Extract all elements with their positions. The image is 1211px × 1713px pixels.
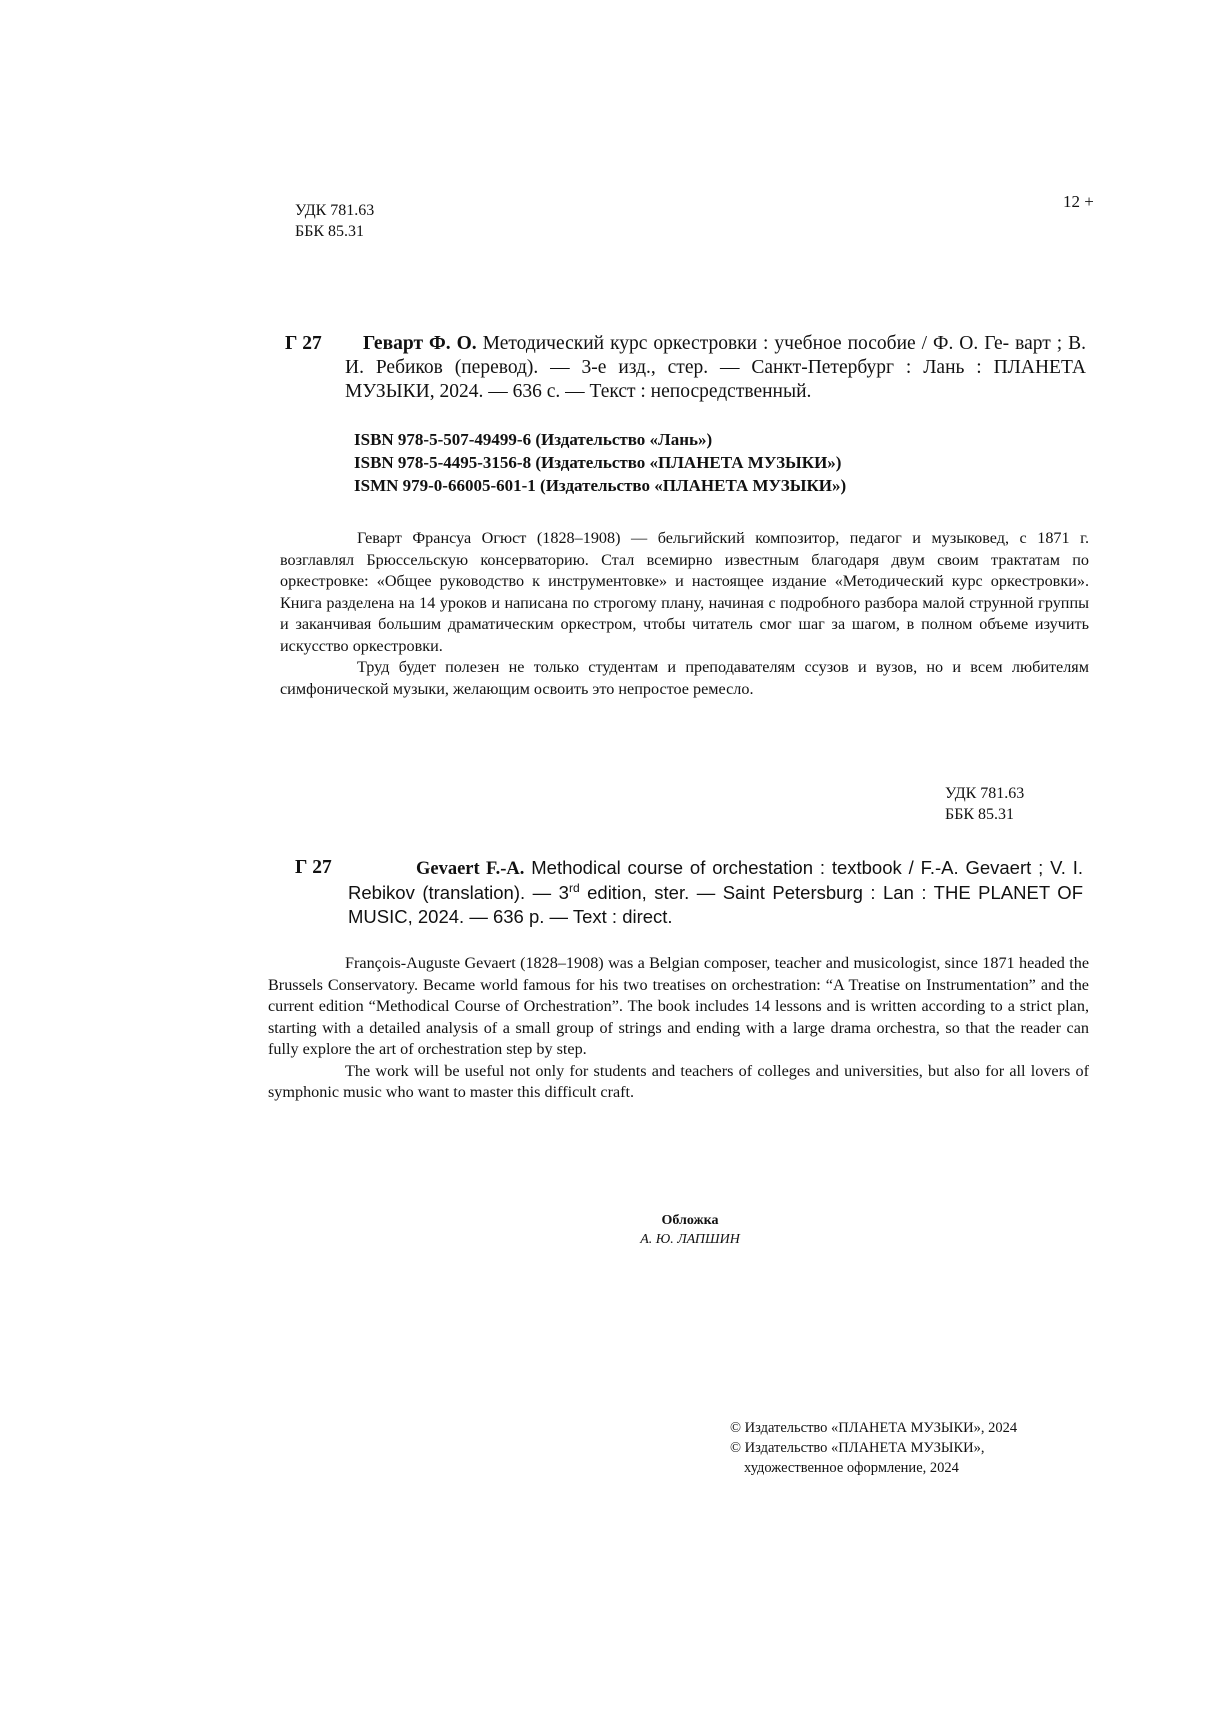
ru-abstract [280, 528, 1089, 700]
en-bbk-code: ББК 85.31 [945, 806, 1015, 823]
udk-code: УДК 781.63 [295, 202, 375, 219]
en-author-code: Г 27 [295, 857, 332, 878]
ru-bibliographic-description [345, 332, 1086, 404]
ismn-planeta: ISMN 979-0-66005-601-1 (Издательство «ПЛАНЕТА МУЗЫКИ») [354, 476, 847, 495]
en-description-part1: Methodical course of orchestation : textbook / F.-A. Gevaert ; V. I. Rebikov (translation). — 3 [348, 857, 1084, 903]
en-bibliographic-description [348, 856, 1083, 929]
copyright-line: художественное оформление, 2024 [744, 1460, 959, 1476]
en-abstract-paragraph: The work will be useful not only for students and teachers of colleges and universities, but also for all lovers of symphonic music who want to master this difficult craft. [268, 1061, 1089, 1101]
en-abstract-paragraph: François-Auguste Gevaert (1828–1908) was a Belgian composer, teacher and musicologist, since 1871 headed the Brussels Conservatory. Became world famous for his two treatises on orchestration: “A Treatise on Instrumentation” and the current edition “Methodical Course of Orchestration”. The book includes 14 lessons and is written according to a strict plan, starting with a detailed analysis of a small group of strings and ending with a large drama orchestra, so that the reader can fully explore the art of orchestration step by step. [268, 954, 1089, 1058]
ru-author: Геварт Ф. О. [363, 333, 477, 354]
udk-bbk-block [295, 200, 374, 242]
isbn-lan: ISBN 978-5-507-49499-6 (Издательство «Лань») [354, 430, 713, 449]
cover-credit [560, 1211, 820, 1249]
ru-abstract-paragraph: Труд будет полезен не только студентам и преподавателям ссузов и вузов, но и всем любителям симфонической музыки, желающим освоить это непростое ремесло. [280, 658, 1089, 698]
cover-artist: А. Ю. ЛАПШИН [640, 1232, 740, 1247]
ru-abstract-paragraph: Геварт Франсуа Огюст (1828–1908) — бельгийский композитор, педагог и музыковед, с 1871 г. возглавлял Брюссельскую консерваторию. Стал всемирно известным благодаря двум своим трактатам по оркестровке: «Общее руководство к инструментовке» и настоящее издание «Методический курс оркестровки». Книга разделена на 14 уроков и написана по строгому плану, начиная с подробного разбора малой струнной группы и заканчивая большим драматическим оркестром, чтобы читатель смог шаг за шагом, в полном объеме изучить искусство оркестровки. [280, 529, 1089, 655]
ru-author-code: Г 27 [285, 333, 322, 354]
age-rating: 12 + [1063, 192, 1094, 211]
bbk-code: ББК 85.31 [295, 223, 365, 240]
en-udk-bbk-block [945, 783, 1024, 825]
copyright-block [730, 1418, 1017, 1478]
copyright-line: © Издательство «ПЛАНЕТА МУЗЫКИ», 2024 [730, 1420, 1018, 1436]
en-edition-superscript: rd [568, 880, 580, 895]
isbn-list [354, 428, 846, 497]
en-abstract [268, 953, 1089, 1104]
en-description-part2: edition, ster. — Saint Petersburg : Lan : THE PLANET OF MUSIC, 2024. — 636 p. — Text : direct. [348, 882, 1083, 927]
copyright-line: © Издательство «ПЛАНЕТА МУЗЫКИ», [730, 1440, 985, 1456]
isbn-planeta: ISBN 978-5-4495-3156-8 (Издательство «ПЛАНЕТА МУЗЫКИ») [354, 453, 842, 472]
en-udk-code: УДК 781.63 [945, 785, 1025, 802]
cover-label: Обложка [661, 1213, 719, 1228]
en-author: Gevaert F.-A. [416, 859, 525, 879]
ru-description: Методический курс оркестровки : учебное пособие / Ф. О. Ге- варт ; В. И. Ребиков (перевод). — 3-е изд., стер. — Санкт-Петербург : Лань : ПЛАНЕТА МУЗЫКИ, 2024. — 636 с. — Текст : непосредственный. [345, 333, 1086, 402]
